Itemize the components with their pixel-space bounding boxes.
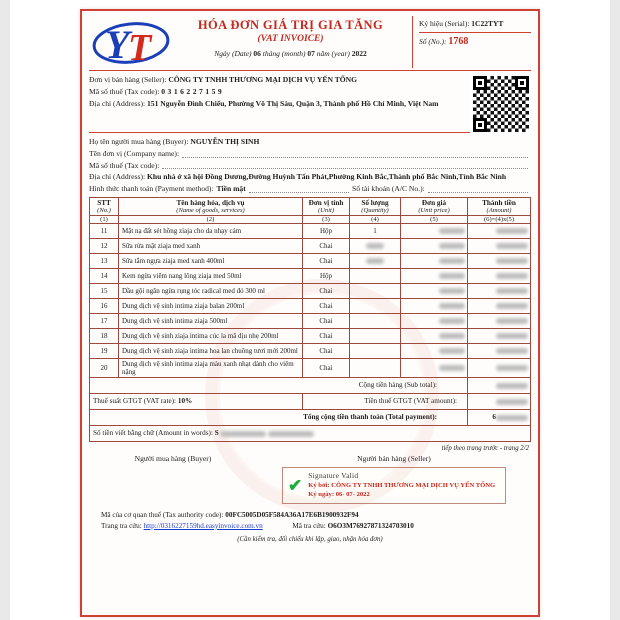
row-qty (350, 328, 401, 343)
header-divider (89, 70, 531, 71)
row-unit: Chai (303, 283, 350, 298)
row-unit: Chai (303, 358, 350, 377)
buyer-name-label: Họ tên người mua hàng (Buyer): (89, 137, 189, 146)
seller-address-label: Địa chỉ (Address): (89, 98, 146, 108)
row-name: Dầu gội ngăn ngừa rụng tóc radical med đỏ 300 ml (119, 283, 303, 298)
invoice-subtitle: (VAT INVOICE) (257, 34, 324, 44)
row-unit: Hộp (303, 268, 350, 283)
buyer-company-label: Tên đơn vị (Company name): (89, 148, 180, 158)
digital-signature-box (282, 467, 506, 504)
total-row (90, 409, 531, 425)
redacted-value (439, 243, 465, 249)
row-amount (468, 358, 531, 377)
table-row (90, 283, 531, 298)
tax-authority-code: 00FC5005D05F584A36A17E6B1900932F94 (225, 510, 359, 519)
header-right (413, 16, 531, 68)
row-qty (350, 253, 401, 268)
redacted-value (439, 333, 465, 339)
row-price (401, 343, 468, 358)
redacted-value (268, 431, 314, 437)
payment-method-value: Tiền mặt (216, 184, 246, 194)
redacted-value (496, 228, 528, 234)
colnum-3: (3) (303, 215, 350, 223)
row-qty (350, 238, 401, 253)
signature-valid-check-icon: ✔ (287, 475, 303, 495)
serial-value: 1C22TYT (471, 19, 504, 28)
table-row (90, 298, 531, 313)
row-price (401, 268, 468, 283)
account-number-label: Số tài khoản (A/C No.): (351, 184, 425, 194)
subtotal-label: Cộng tiền hàng (Sub total): (90, 377, 468, 393)
header-center (173, 16, 413, 68)
row-amount (468, 238, 531, 253)
row-no: 13 (90, 253, 119, 268)
row-amount (468, 328, 531, 343)
row-price (401, 283, 468, 298)
lookup-code: O6O3M76927871324703010 (327, 522, 414, 531)
row-no: 17 (90, 313, 119, 328)
table-row (90, 238, 531, 253)
vat-rate-label: Thuế suất GTGT (VAT rate): (93, 397, 177, 406)
seller-name: CÔNG TY TNHH THƯƠNG MẠI DỊCH VỤ YẾN TỐNG (168, 75, 358, 84)
seller-section (89, 74, 531, 130)
row-unit: Chai (303, 253, 350, 268)
redacted-value (496, 273, 528, 279)
qr-finder-icon (473, 118, 487, 132)
row-qty: 1 (350, 223, 401, 238)
row-no: 16 (90, 298, 119, 313)
invoice-date (173, 49, 408, 58)
col-header-qty: Số lượng (Quantity) (350, 197, 401, 215)
buyer-address: Khu nhà ở xã hội Đồng Dương,Đường Huỳnh Tấn Phát,Phường Kinh Bắc,Thành phố Bắc Ninh,Tỉnh Bắc Ninh (147, 172, 507, 182)
row-amount (468, 313, 531, 328)
payment-method-label: Hình thức thanh toán (Payment method): (89, 184, 214, 194)
subtotal-row (90, 377, 531, 393)
total-label: Tổng cộng tiền thanh toán (Total payment): (90, 409, 468, 425)
lookup-line (101, 521, 531, 533)
vat-rate-cell (90, 393, 303, 409)
invoice-document (80, 9, 540, 617)
colnum-1: (1) (90, 215, 119, 223)
redacted-value (439, 228, 465, 234)
table-row (90, 313, 531, 328)
redacted-value (439, 348, 465, 354)
date-year: 2022 (351, 49, 367, 58)
colnum-4: (4) (350, 215, 401, 223)
tax-authority-label: Mã của cơ quan thuế (Tax authority code): (101, 510, 224, 519)
redacted-value (496, 243, 528, 249)
redacted-value (496, 303, 528, 309)
seller-taxcode-line (89, 86, 459, 98)
table-row (90, 343, 531, 358)
buyer-signature-label: Người mua hàng (Buyer) (134, 453, 212, 463)
lookup-code-label: Mã tra cứu: (292, 522, 326, 531)
row-no: 15 (90, 283, 119, 298)
row-name: Dung dịch vệ sinh intima ziaja màu xanh nhạt dành cho viêm nặng (119, 358, 303, 377)
table-row (90, 253, 531, 268)
table-row (90, 223, 531, 238)
signature-text (308, 471, 495, 500)
row-no: 18 (90, 328, 119, 343)
redacted-value (496, 383, 528, 389)
col-header-name: Tên hàng hóa, dịch vụ (Name of goods, services) (119, 197, 303, 215)
buyer-company-line (89, 148, 531, 160)
seller-divider (89, 132, 531, 133)
row-amount (468, 343, 531, 358)
row-unit: Hộp (303, 223, 350, 238)
redacted-value (496, 288, 528, 294)
column-number-row (90, 215, 531, 223)
redacted-value (366, 243, 384, 249)
row-amount (468, 268, 531, 283)
svg-text:T: T (128, 27, 152, 68)
row-price (401, 238, 468, 253)
redacted-value (439, 273, 465, 279)
redacted-value (366, 258, 384, 264)
redacted-value (496, 365, 528, 371)
dotted-leader (428, 185, 528, 193)
redacted-value (220, 431, 266, 437)
row-name: Dung dịch vệ sinh intima ziaja balan 200ml (119, 298, 303, 313)
row-qty (350, 283, 401, 298)
table-row (90, 358, 531, 377)
serial-row (419, 19, 531, 28)
row-no: 14 (90, 268, 119, 283)
vat-amount-label: Tiền thuế GTGT (VAT amount): (303, 393, 468, 409)
row-price (401, 328, 468, 343)
row-no: 11 (90, 223, 119, 238)
buyer-name: NGUYỄN THỊ SINH (190, 137, 260, 146)
row-no: 12 (90, 238, 119, 253)
row-unit: Chai (303, 298, 350, 313)
table-row (90, 268, 531, 283)
redacted-value (496, 399, 528, 405)
dotted-leader (182, 150, 528, 158)
buyer-address-label: Địa chỉ (Address): (89, 172, 146, 182)
row-unit: Chai (303, 328, 350, 343)
qr-finder-icon (515, 76, 529, 90)
seller-address-line (89, 98, 459, 110)
logo-graphic (91, 16, 171, 68)
row-unit: Chai (303, 238, 350, 253)
qr-code (473, 76, 529, 132)
seller-tax-label: Mã số thuế (Tax code): (89, 86, 160, 96)
seller-name-line (89, 74, 459, 86)
amount-in-words-cell (90, 425, 531, 441)
colnum-6: (6)=(4)x(5) (468, 215, 531, 223)
goods-table (89, 197, 531, 442)
redacted-value (496, 348, 528, 354)
vat-amount-value (468, 393, 531, 409)
buyer-section (89, 136, 531, 195)
row-name: Sữa tắm ngựa ziaja med xanh 400ml (119, 253, 303, 268)
colnum-5: (5) (401, 215, 468, 223)
amount-in-words-row (90, 425, 531, 441)
buyer-address-line (89, 171, 531, 183)
buyer-name-line (89, 136, 531, 148)
seller-signature-area (257, 454, 531, 504)
total-prefix: 6 (492, 413, 496, 422)
vat-row (90, 393, 531, 409)
lookup-label: Trang tra cứu: (101, 522, 142, 531)
row-name: Mặt nạ đất sét hồng ziaja cho da nhạy cảm (119, 223, 303, 238)
row-name: Dung dịch vệ sinh ziaja intima cúc la mã dịu nhẹ 200ml (119, 328, 303, 343)
dotted-leader (249, 185, 349, 193)
dotted-leader (162, 161, 528, 169)
month-label: tháng (month) (262, 49, 306, 58)
col-header-unit: Đơn vị tính (Unit) (303, 197, 350, 215)
amount-in-words-prefix: S (214, 429, 219, 438)
row-unit: Chai (303, 343, 350, 358)
row-no: 19 (90, 343, 119, 358)
invoice-number-row (419, 36, 531, 47)
date-day: 06 (253, 49, 261, 58)
row-name: Kem ngừa viêm nang lông ziaja med 50ml (119, 268, 303, 283)
redacted-value (496, 333, 528, 339)
date-prefix: Ngày (Date) (214, 49, 252, 58)
seller-label: Đơn vị bán hàng (Seller): (89, 75, 167, 84)
redacted-value (439, 258, 465, 264)
row-name: Dung dịch vệ sinh intima ziaja 500ml (119, 313, 303, 328)
row-price (401, 253, 468, 268)
redacted-value (439, 303, 465, 309)
row-qty (350, 298, 401, 313)
row-qty (350, 358, 401, 377)
lookup-link[interactable]: http://0316227159hd.easyinvoice.com.vn (143, 522, 263, 531)
svg-text:Y: Y (105, 22, 130, 67)
colnum-2: (2) (119, 215, 303, 223)
company-logo (89, 16, 173, 68)
row-qty (350, 313, 401, 328)
redacted-value (439, 288, 465, 294)
signature-section (89, 454, 531, 504)
row-name: Sữa rửa mặt ziaja med xanh (119, 238, 303, 253)
signed-date-text: Ký ngày: 06- 07- 2022 (308, 490, 370, 498)
row-qty (350, 343, 401, 358)
invoice-header (89, 16, 531, 68)
subtotal-value (468, 377, 531, 393)
row-price (401, 358, 468, 377)
signature-valid-text: Signature Valid (308, 470, 359, 480)
redacted-value (439, 365, 465, 371)
qr-finder-icon (473, 76, 487, 90)
col-header-price: Đơn giá (Unit price) (401, 197, 468, 215)
tax-authority-line (101, 510, 531, 522)
buyer-tax-label: Mã số thuế (Tax code): (89, 160, 160, 170)
row-price (401, 298, 468, 313)
col-header-amount: Thành tiền (Amount) (468, 197, 531, 215)
redacted-value (439, 318, 465, 324)
year-label: năm (year) (316, 49, 350, 58)
invoice-number-value: 1768 (448, 36, 469, 47)
redacted-value (496, 415, 528, 421)
amount-in-words-label: Số tiền viết bằng chữ (Amount in words): (93, 429, 213, 438)
seller-tax-code: 0316227159 (161, 86, 225, 96)
signed-by-text: Ký bởi: CÔNG TY TNHH THƯƠNG MẠI DỊCH VỤ YẾN TỐNG (308, 481, 496, 489)
serial-label: Ký hiệu (Serial): (419, 19, 470, 28)
row-price (401, 223, 468, 238)
invoice-number-label: Số (No.): (419, 37, 447, 46)
redacted-value (496, 258, 528, 264)
table-row (90, 328, 531, 343)
row-no: 20 (90, 358, 119, 377)
serial-divider (419, 32, 531, 33)
verification-note: (Cần kiểm tra, đối chiếu khi lập, giao, nhận hóa đơn) (237, 535, 383, 543)
pagination-note: tiếp theo trang trước - trang 2/2 (441, 444, 529, 452)
footer-section (89, 510, 531, 533)
buyer-taxcode-line (89, 160, 531, 172)
row-unit: Chai (303, 313, 350, 328)
row-amount (468, 298, 531, 313)
row-name: Dung dịch vệ sinh ziaja intima hoa lan chuông tươi mới 200ml (119, 343, 303, 358)
row-qty (350, 268, 401, 283)
row-amount (468, 283, 531, 298)
total-value (468, 409, 531, 425)
table-header-row (90, 197, 531, 215)
seller-signature-label: Người bán hàng (Seller) (357, 453, 431, 463)
row-amount (468, 223, 531, 238)
vat-rate-value: 10% (177, 397, 193, 406)
row-amount (468, 253, 531, 268)
invoice-title: HÓA ĐƠN GIÁ TRỊ GIA TĂNG (197, 18, 384, 32)
payment-line (89, 183, 531, 195)
redacted-value (496, 318, 528, 324)
row-price (401, 313, 468, 328)
date-month: 07 (307, 49, 315, 58)
col-header-no: STT (No.) (90, 197, 119, 215)
seller-address: 151 Nguyễn Đình Chiểu, Phường Võ Thị Sáu, Quận 3, Thành phố Hồ Chí Minh, Việt Nam (147, 98, 439, 108)
